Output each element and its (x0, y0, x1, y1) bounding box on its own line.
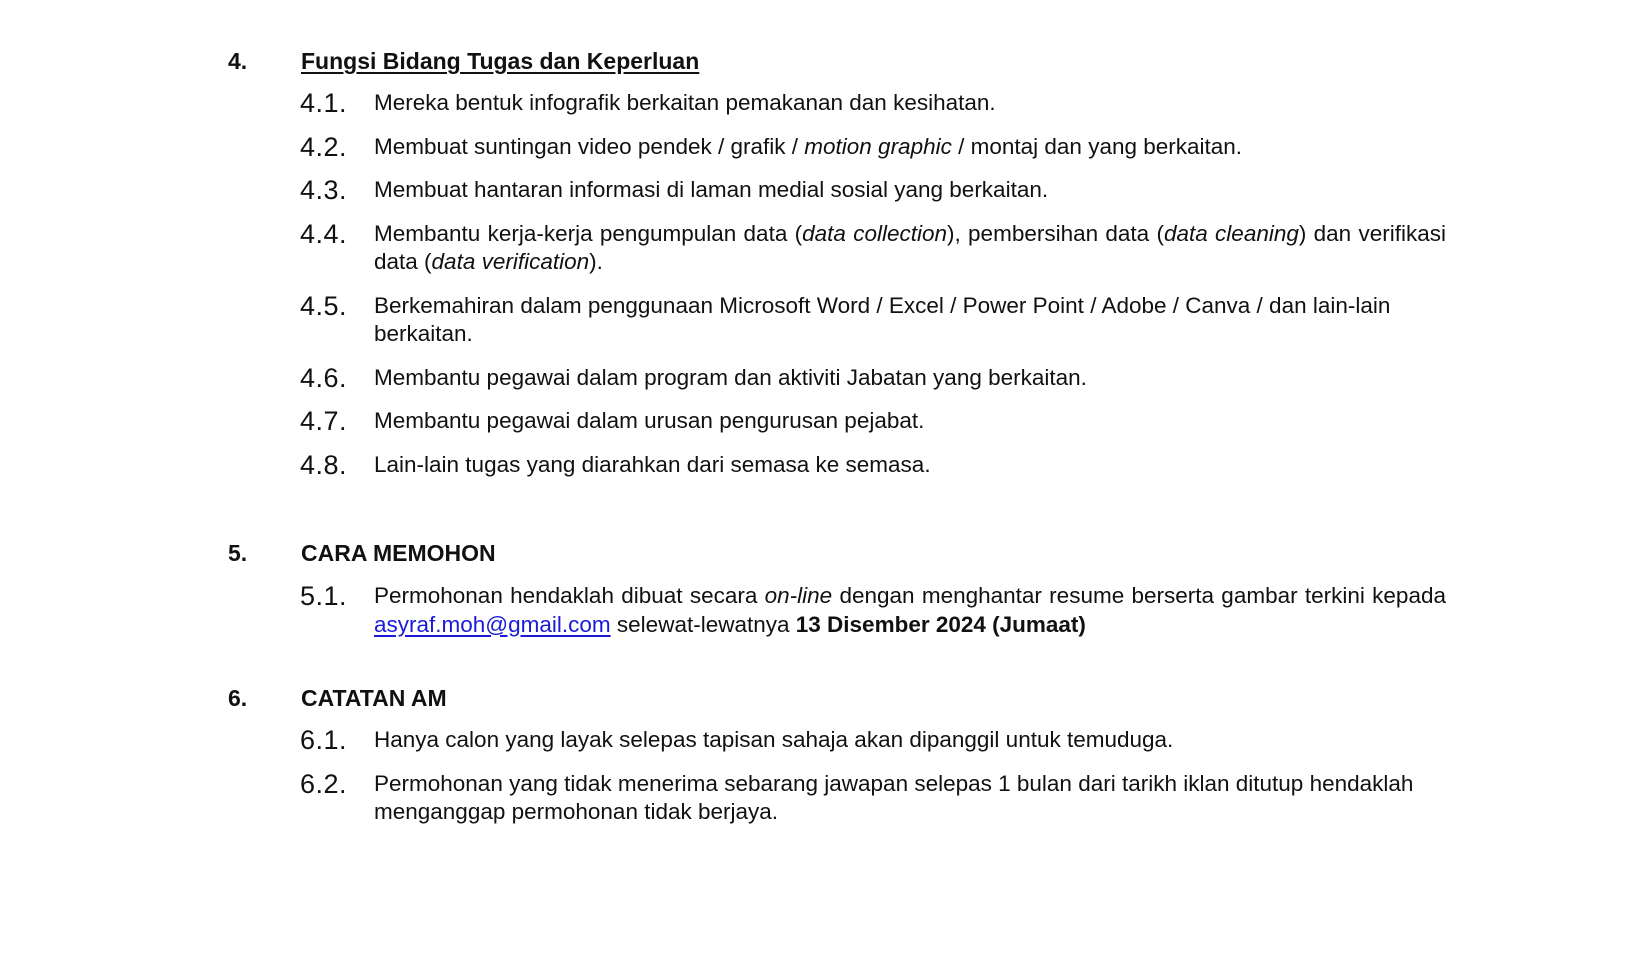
section-4 (228, 46, 1468, 479)
section-6 (228, 683, 1468, 827)
list-item (300, 220, 1468, 277)
italic-term: data verification (431, 249, 590, 274)
text-run: Permohonan hendaklah dibuat secara (374, 583, 765, 608)
text-run: dengan menghantar resume berserta gambar terkini kepada (832, 583, 1446, 608)
item-number: 4.8. (300, 449, 348, 480)
section-4-list (228, 89, 1468, 479)
text-run: ) dan verifikasi data ( (374, 220, 1446, 274)
list-item (300, 770, 1468, 827)
item-text: Berkemahiran dalam penggunaan Microsoft Word / Excel / Power Point / Adobe / Canva / dan lain-lain berkaitan. (374, 292, 1391, 346)
italic-term: data collection (802, 220, 948, 246)
item-number: 4.6. (300, 362, 348, 393)
section-number: 4. (228, 48, 248, 74)
section-5 (228, 538, 1468, 639)
text-run: selewat-lewatnya (610, 611, 796, 637)
list-item (300, 364, 1468, 393)
text-run: Membantu kerja-kerja pengumpulan data ( (374, 220, 803, 246)
item-number: 4.7. (300, 406, 348, 436)
list-item (300, 407, 1468, 436)
text-run: ), pembersihan data ( (947, 220, 1164, 246)
section-number: 5. (228, 540, 248, 566)
item-number: 4.5. (300, 290, 348, 321)
italic-term: data cleaning (1163, 220, 1299, 246)
item-text: Membantu pegawai dalam urusan pengurusan pejabat. (374, 408, 925, 433)
section-title: Fungsi Bidang Tugas dan Keperluan (301, 48, 700, 74)
italic-term: motion graphic (804, 133, 952, 159)
text-run: ). (589, 249, 603, 274)
list-item (300, 451, 1468, 480)
list-item (300, 582, 1468, 639)
section-title: CATATAN AM (301, 685, 447, 711)
item-number: 5.1. (300, 581, 348, 611)
item-text (374, 220, 1446, 277)
section-heading (228, 683, 1468, 713)
email-link[interactable]: asyraf.moh@gmail.com (374, 611, 611, 637)
item-text: Membuat hantaran informasi di laman medial sosial yang berkaitan. (374, 177, 1049, 202)
section-5-list (228, 582, 1468, 639)
text-run: / montaj dan yang berkaitan. (951, 133, 1243, 159)
section-number: 6. (228, 685, 248, 711)
section-heading (228, 46, 1468, 76)
item-text: Mereka bentuk infografik berkaitan pemakanan dan kesihatan. (374, 90, 996, 115)
item-text: Membantu pegawai dalam program dan aktiviti Jabatan yang berkaitan. (374, 364, 1087, 390)
item-text: Lain-lain tugas yang diarahkan dari semasa ke semasa. (374, 451, 931, 477)
section-heading (228, 538, 1468, 568)
list-item (300, 176, 1468, 205)
deadline-date: 13 Disember 2024 (Jumaat) (795, 611, 1086, 637)
list-item (300, 89, 1468, 118)
list-item (300, 133, 1468, 162)
section-6-list (228, 726, 1468, 827)
item-number: 6.1. (300, 725, 348, 755)
item-number: 6.2. (300, 768, 348, 799)
list-item (300, 292, 1468, 349)
item-number: 4.3. (300, 175, 348, 205)
item-number: 4.1. (300, 88, 348, 118)
text-run: Membuat suntingan video pendek / grafik / (374, 133, 805, 159)
item-number: 4.4. (300, 218, 348, 249)
item-number: 4.2. (300, 131, 348, 162)
section-title: CARA MEMOHON (301, 540, 496, 566)
item-text: Permohonan yang tidak menerima sebarang jawapan selepas 1 bulan dari tarikh iklan ditutup hendaklah menganggap permohonan tidak berjaya. (374, 770, 1414, 824)
list-item (300, 726, 1468, 755)
italic-term: on-line (764, 583, 833, 608)
item-text: Hanya calon yang layak selepas tapisan sahaja akan dipanggil untuk temuduga. (374, 727, 1174, 752)
item-text (374, 133, 1446, 162)
item-text (374, 582, 1446, 639)
